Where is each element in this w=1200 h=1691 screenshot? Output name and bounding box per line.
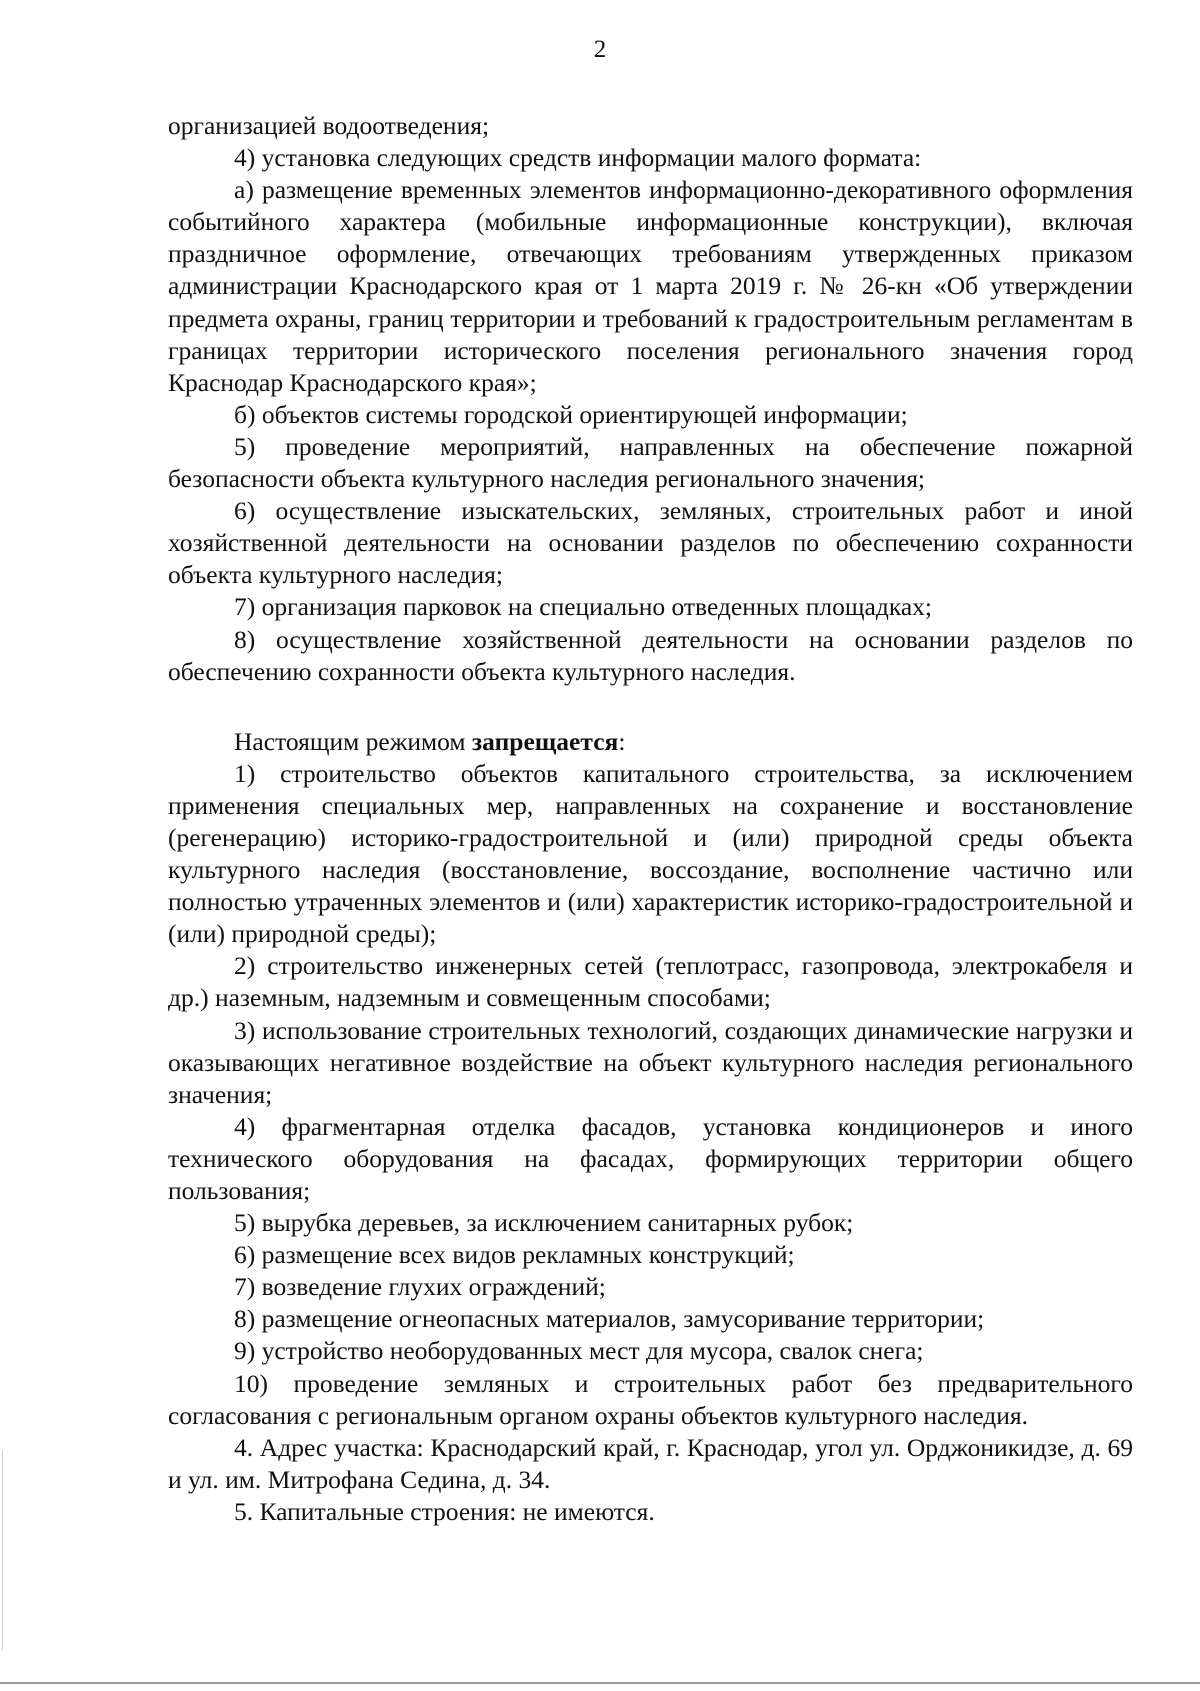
prohibition-item-9: 9) устройство необорудованных мест для мусора, свалок снега; <box>234 1336 924 1366</box>
prohibition-item-6: 6) размещение всех видов рекламных конструкций; <box>234 1240 795 1270</box>
prohibition-item-2: 2) строительство инженерных сетей (теплотрасс, газопровода, электрокабеля и др.) наземным, надземным и совмещенным способами; <box>168 951 1133 1013</box>
prohibition-item-10: 10) проведение земляных и строительных работ без предварительного согласования с региональным органом охраны объектов культурного наследия. <box>168 1368 1133 1430</box>
paragraph-item-7: 7) организация парковок на специально отведенных площадках; <box>234 592 932 622</box>
prohibition-intro: Настоящим режимом <box>234 726 472 756</box>
paragraph-item-5: 5) проведение мероприятий, направленных на обеспечение пожарной безопасности объекта культурного наследия регионального значения; <box>168 431 1133 494</box>
paragraph-item-6: 6) осуществление изыскательских, земляных, строительных работ и иной хозяйственной деятельности на основании разделов по обеспечению сохранности объекта культурного наследия; <box>168 496 1133 590</box>
prohibition-keyword: запрещается <box>471 726 619 756</box>
scan-bottom-line <box>0 1682 1200 1684</box>
prohibition-item-3: 3) использование строительных технологий, создающих динамические нагрузки и оказывающих негативное воздействие на объект культурного наследия регионального значения; <box>168 1015 1133 1109</box>
prohibition-item-1: 1) строительство объектов капитального строительства, за исключением применения специальных мер, направленных на сохранение и восстановление (регенерацию) историко-градостроительной и (или) природной среды объекта культурного наследия (восстановление, воссоздание, восполнение частично или полностью утраченных элементов и (или) характеристик историко-градостроительной и (или) природной среды); <box>168 758 1133 949</box>
prohibition-item-5: 5) вырубка деревьев, за исключением санитарных рубок; <box>234 1208 854 1238</box>
page-number: 2 <box>593 36 607 63</box>
scan-edge-line <box>2 1450 3 1650</box>
section-4-address: 4. Адрес участка: Краснодарский край, г. Краснодар, угол ул. Орджоникидзе, д. 69 и ул. им. Митрофана Седина, д. 34. <box>168 1432 1133 1494</box>
paragraph-item-4: 4) установка следующих средств информации малого формата: <box>234 143 922 173</box>
paragraph-gap <box>168 688 1133 726</box>
prohibition-item-7: 7) возведение глухих ограждений; <box>234 1272 606 1302</box>
paragraph-item-4a: а) размещение временных элементов информационно-декоративного оформления событийного характера (мобильные информационные конструкции), включая праздничное оформление, отвечающих требованиям утвержденных приказом администрации Краснодарского края от 1 марта 2019 г. № 26-кн «Об утверждении предмета охраны, границ территории и требований к градостроительным регламентам в границах территории исторического поселения регионального значения город Краснодар Краснодарского края»; <box>168 175 1133 397</box>
prohibition-item-4: 4) фрагментарная отделка фасадов, установка кондиционеров и иного технического оборудования на фасадах, формирующих территории общего пользования; <box>168 1111 1133 1205</box>
section-5-buildings: 5. Капитальные строения: не имеются. <box>234 1496 655 1526</box>
document-body <box>168 110 1133 1528</box>
paragraph-drainage-end: организацией водоотведения; <box>168 111 490 140</box>
paragraph-item-4b: б) объектов системы городской ориентирующей информации; <box>234 399 908 429</box>
paragraph-item-8: 8) осуществление хозяйственной деятельности на основании разделов по обеспечению сохранности объекта культурного наследия. <box>168 624 1133 686</box>
prohibition-heading <box>168 726 1133 758</box>
prohibition-colon: : <box>618 726 626 756</box>
prohibition-item-8: 8) размещение огнеопасных материалов, замусоривание территории; <box>234 1304 985 1334</box>
